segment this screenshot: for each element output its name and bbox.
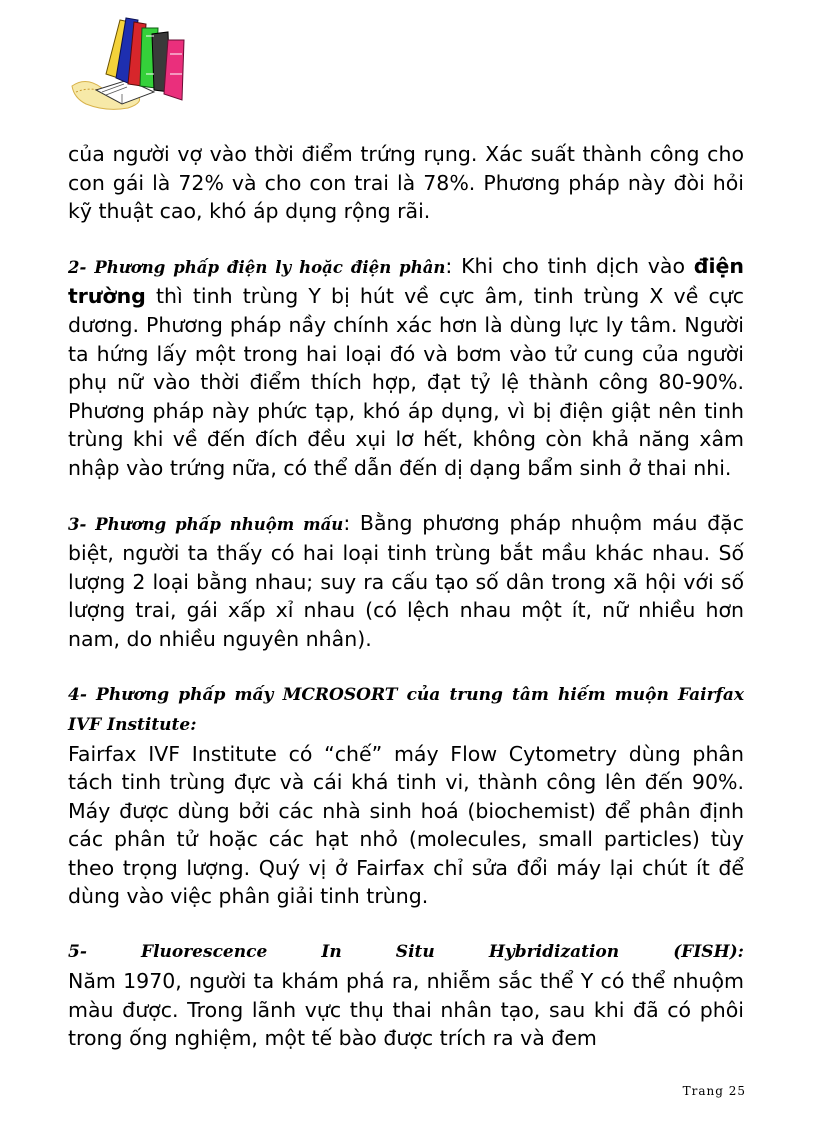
- section-3-heading: 3- Phương phấp nhuộm mấu: [68, 514, 344, 534]
- section-5-heading: [68, 937, 744, 967]
- section-3: [68, 509, 744, 654]
- section-5-text: Năm 1970, người ta khám phá ra, nhiễm sắc thể Y có thể nhuộm màu được. Trong lãnh vực thụ thai nhân tạo, sau khi đã có phôi trong ống nghiệm, một tế bào được trích ra và đem: [68, 969, 744, 1051]
- books-icon: [66, 14, 192, 114]
- section-5-heading-word: Fluorescence: [141, 942, 268, 963]
- section-5-heading-word: 5-: [68, 942, 87, 963]
- section-5-heading-word: Hybridization: [488, 942, 620, 963]
- section-5-heading-word: (FISH):: [673, 942, 744, 963]
- section-5-heading-word: In: [321, 942, 342, 963]
- page-body: [68, 140, 744, 1053]
- section-2-heading: 2- Phương phấp điện ly hoặc điện phân: [68, 257, 446, 277]
- section-2-colon: :: [445, 253, 453, 278]
- section-4-text: Fairfax IVF Institute có “chế” máy Flow Cytometry dùng phân tách tinh trùng đực và cái khá tinh vi, thành công lên đến 90%. Máy được dùng bởi các nhà sinh hoá (biochemist) để phân định các phân tử hoặc các hạt nhỏ (molecules, small particles) tùy theo trọng lượng. Quý vị ở Fairfax chỉ sửa đổi máy lại chút ít để dùng vào việc phân giải tinh trùng.: [68, 741, 744, 909]
- section-3-text: Bằng phương pháp nhuộm máu đặc biệt, người ta thấy có hai loại tinh trùng bắt mầu khác nhau. Số lượng 2 loại bằng nhau; suy ra cấu tạo số dân trong xã hội với số lượng trai, gái xấp xỉ nhau (có lệch nhau một ít, nữ nhiều hơn nam, do nhiều nguyên nhân).: [68, 510, 744, 651]
- section-2: [68, 252, 744, 483]
- section-2-text-post: thì tinh trùng Y bị hút về cực âm, tinh trùng X về cực dương. Phương pháp nầy chính xác hơn là dùng lực ly tâm. Người ta hứng lấy một trong hai loại đó và bơm vào tử cung của người phụ nữ vào thời điểm thích hợp, đạt tỷ lệ thành công 80-90%. Phương pháp này phức tạp, khó áp dụng, vì bị điện giật nên tinh trùng khi về đến đích đều xụi lơ hết, không còn khả năng xâm nhập vào trứng nữa, có thể dẫn đến dị dạng bẩm sinh ở thai nhi.: [68, 284, 744, 480]
- section-4-heading: 4- Phương phấp mấy MCROSORT của trung tâm hiếm muộn Fairfax IVF Institute:: [68, 684, 744, 735]
- section-5-heading-word: Situ: [395, 942, 435, 963]
- section-2-text-pre: Khi cho tinh dịch vào: [452, 253, 694, 278]
- paragraph-continuation: của người vợ vào thời điểm trứng rụng. Xác suất thành công cho con gái là 72% và cho con trai là 78%. Phương pháp này đòi hỏi kỹ thuật cao, khó áp dụng rộng rãi.: [68, 142, 744, 224]
- page-number: Trang 25: [682, 1084, 746, 1098]
- section-2-bold-term: điện trường: [68, 253, 744, 309]
- section-3-colon: :: [343, 510, 351, 535]
